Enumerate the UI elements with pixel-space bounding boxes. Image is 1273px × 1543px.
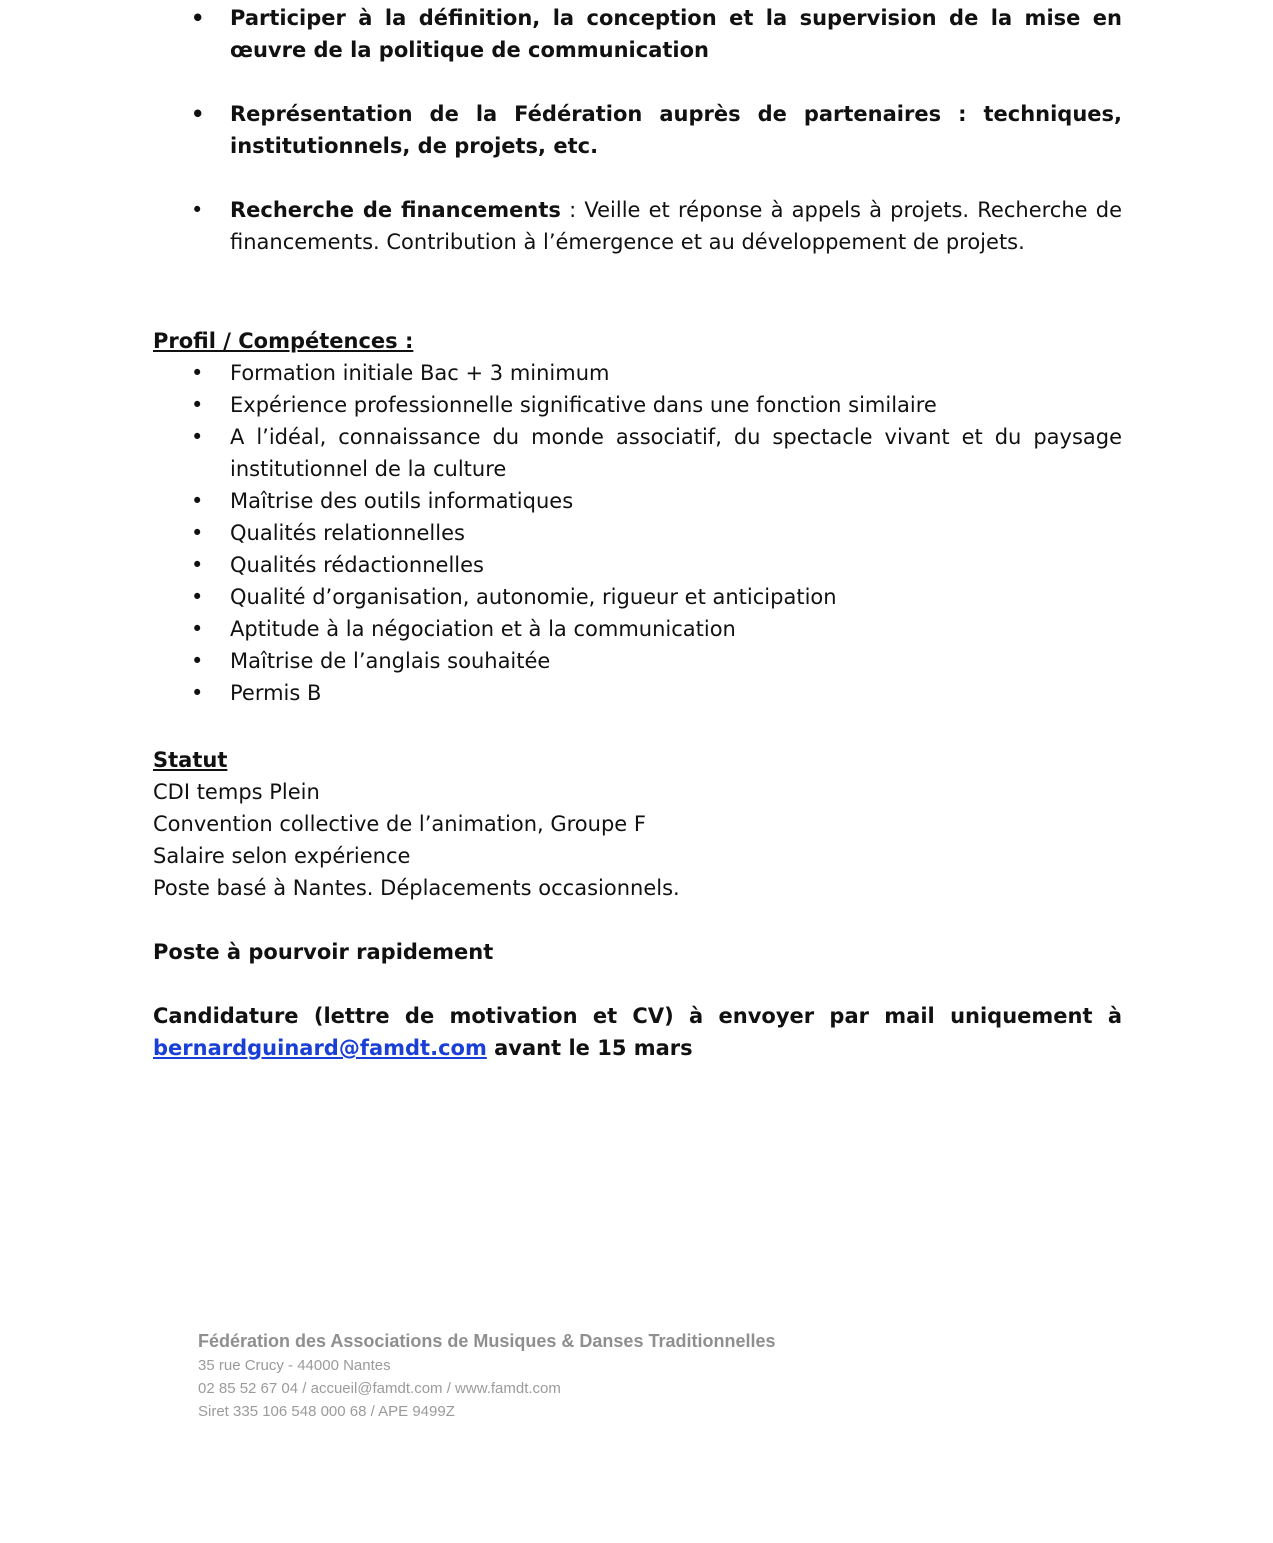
statut-line: Convention collective de l’animation, Groupe F — [153, 812, 646, 836]
list-item-text: Maîtrise des outils informatiques — [230, 489, 574, 513]
footer-org: Fédération des Associations de Musiques & Danses Traditionnelles — [198, 1331, 776, 1351]
list-item-text: Maîtrise de l’anglais souhaitée — [230, 649, 551, 673]
bullet-icon: • — [191, 553, 204, 577]
list-item — [153, 645, 1122, 677]
bullet-icon: • — [191, 198, 204, 222]
bullet-icon: • — [191, 393, 204, 417]
footer-contact: 02 85 52 67 04 / accueil@famdt.com / www.famdt.com — [198, 1380, 561, 1397]
missions-list — [153, 98, 1122, 162]
profil-heading: Profil / Compétences : — [153, 329, 414, 353]
list-item — [153, 581, 1122, 613]
bullet-icon: • — [191, 6, 205, 30]
profil-section — [153, 325, 1122, 709]
bullet-icon: • — [191, 489, 204, 513]
email-link[interactable]: bernardguinard@famdt.com — [153, 1036, 487, 1060]
mission-lead: Recherche de financements — [230, 198, 561, 222]
mission-text: : Veille et réponse à appels à projets. Recherche de financements. Contribution à l’émergence et au développement de projets. — [230, 198, 1122, 254]
list-item-text: Permis B — [230, 681, 322, 705]
list-item — [153, 517, 1122, 549]
list-item — [153, 389, 1122, 421]
bullet-icon: • — [191, 585, 204, 609]
bullet-icon: • — [191, 681, 204, 705]
statut-line: Salaire selon expérience — [153, 844, 411, 868]
urgent-notice — [153, 936, 1122, 968]
list-item-text: Qualité d’organisation, autonomie, rigueur et anticipation — [230, 585, 837, 609]
list-item — [153, 421, 1122, 485]
statut-line: CDI temps Plein — [153, 780, 320, 804]
bullet-icon: • — [191, 521, 204, 545]
mission-text: Participer à la définition, la conception et la supervision de la mise en œuvre de la politique de communication — [230, 6, 1122, 62]
candidature-line — [153, 1032, 1122, 1064]
bullet-icon: • — [191, 102, 205, 126]
list-item-text: Qualités rédactionnelles — [230, 553, 484, 577]
list-item-text: Formation initiale Bac + 3 minimum — [230, 361, 610, 385]
profil-list — [153, 357, 1122, 709]
list-item — [153, 357, 1122, 389]
mission-item — [153, 2, 1122, 66]
mission-item — [153, 98, 1122, 162]
urgent-text: Poste à pourvoir rapidement — [153, 940, 494, 964]
footer-address: 35 rue Crucy - 44000 Nantes — [198, 1357, 391, 1374]
bullet-icon: • — [191, 649, 204, 673]
list-item-text: A l’idéal, connaissance du monde associatif, du spectacle vivant et du paysage institutionnel de la culture — [230, 425, 1122, 481]
bullet-icon: • — [191, 361, 204, 385]
missions-list — [153, 2, 1122, 66]
list-item-text: Qualités relationnelles — [230, 521, 465, 545]
list-item — [153, 549, 1122, 581]
bullet-icon: • — [191, 617, 204, 641]
list-item — [153, 613, 1122, 645]
statut-line: Poste basé à Nantes. Déplacements occasionnels. — [153, 876, 680, 900]
bullet-icon: • — [191, 425, 204, 449]
footer — [198, 1328, 776, 1423]
mission-text: Représentation de la Fédération auprès de partenaires : techniques, institutionnels, de projets, etc. — [230, 102, 1122, 158]
footer-siret: Siret 335 106 548 000 68 / APE 9499Z — [198, 1403, 455, 1420]
missions-list — [153, 194, 1122, 258]
candidature-section — [153, 1000, 1122, 1064]
mission-item — [153, 194, 1122, 258]
list-item-text: Aptitude à la négociation et à la communication — [230, 617, 736, 641]
list-item-text: Expérience professionnelle significative dans une fonction similaire — [230, 393, 937, 417]
list-item — [153, 677, 1122, 709]
list-item — [153, 485, 1122, 517]
statut-section — [153, 744, 1122, 904]
candidature-text: Candidature (lettre de motivation et CV) à envoyer par mail uniquement à — [153, 1004, 1122, 1028]
deadline-text: avant le 15 mars — [486, 1036, 693, 1060]
statut-heading: Statut — [153, 748, 228, 772]
